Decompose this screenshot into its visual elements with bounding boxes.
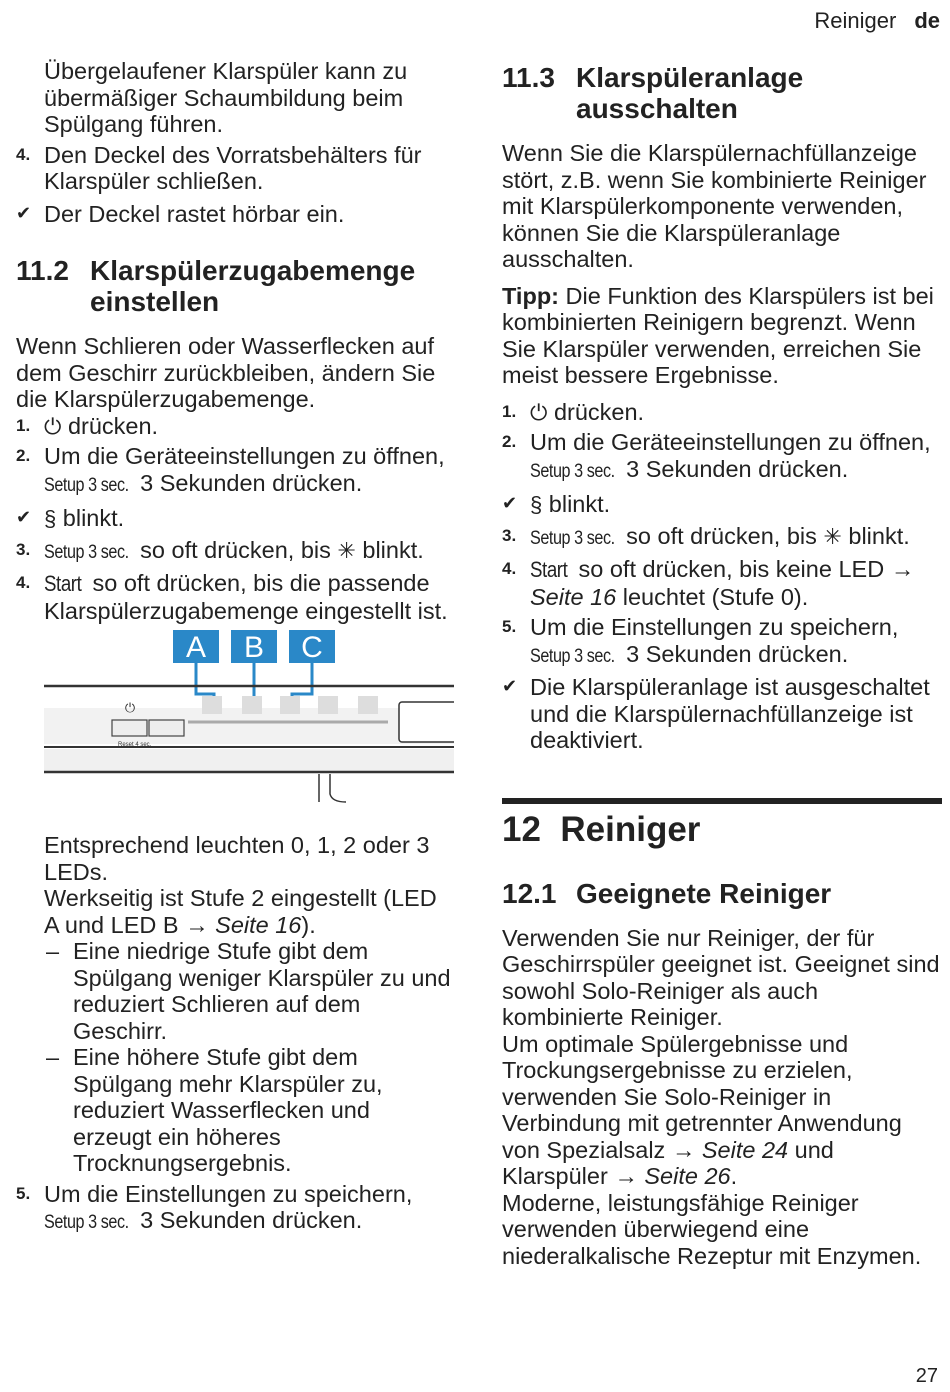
check-icon: ✔ bbox=[502, 676, 518, 696]
section-heading-11-3 bbox=[502, 62, 942, 124]
step-1 bbox=[16, 413, 454, 441]
setup-button-label: Setup 3 sec. bbox=[44, 1212, 129, 1233]
rinse-aid-icon: § bbox=[44, 506, 57, 531]
step-number: 4. bbox=[16, 144, 31, 164]
check-icon: ✔ bbox=[502, 493, 518, 513]
chapter-heading bbox=[502, 810, 942, 850]
step-text: drücken. bbox=[553, 398, 645, 425]
arrow-icon: → bbox=[185, 911, 209, 938]
step-text: 3 Sekunden drücken. bbox=[626, 640, 849, 667]
step-text: 3 Sekunden drücken. bbox=[626, 455, 849, 482]
dash-item-low bbox=[16, 938, 454, 1044]
step-number: 5. bbox=[16, 1183, 31, 1203]
chapter-number: 12 bbox=[502, 809, 541, 849]
heading-text: Klarspülerzugabemenge einstellen bbox=[90, 255, 416, 317]
control-panel-illustration bbox=[16, 630, 454, 830]
step-text: blinkt. bbox=[848, 522, 910, 549]
paragraph-text: und Klarspüler bbox=[502, 1136, 834, 1189]
check-icon: ✔ bbox=[16, 202, 32, 223]
page-reference-link[interactable]: Seite 16 bbox=[215, 911, 302, 938]
paragraph: Wenn Schlieren oder Wasserflecken auf dem Geschirr zurückbleiben, ändern Sie die Klarspülerzugabemenge. bbox=[16, 333, 436, 412]
sparkle-icon: ✳ bbox=[337, 537, 356, 563]
rinse-aid-icon: § bbox=[530, 492, 543, 517]
step-text: Um die Geräteeinstellungen zu öffnen, bbox=[530, 429, 931, 455]
arrow-icon: → bbox=[614, 1163, 638, 1189]
result-text: Der Deckel rastet hörbar ein. bbox=[44, 200, 345, 227]
step-text: so oft drücken, bis bbox=[140, 536, 331, 563]
step-text: blinkt. bbox=[362, 536, 424, 563]
factory-text-end: ). bbox=[301, 911, 316, 938]
step-number: 4. bbox=[16, 573, 31, 592]
factory-text: Werkseitig ist Stufe 2 eingestellt (LED A und LED B bbox=[44, 885, 437, 938]
result-1 bbox=[16, 201, 454, 228]
header-section: Reiniger bbox=[814, 8, 897, 33]
right-column bbox=[502, 58, 942, 1269]
paragraph-salt bbox=[502, 1031, 942, 1190]
step-text: Um die Geräteeinstellungen zu öffnen, bbox=[44, 443, 445, 469]
heading-text: Geeignete Reiniger bbox=[576, 877, 832, 909]
sparkle-icon: ✳ bbox=[823, 523, 842, 549]
heading-text: Klarspüleranlage ausschalten bbox=[576, 62, 804, 124]
paragraph-text-end: . bbox=[730, 1163, 738, 1189]
page-number: 27 bbox=[915, 1365, 938, 1387]
step-text: Den Deckel des Vorratsbehälters für Klarspüler schließen. bbox=[44, 141, 422, 194]
arrow-icon: → bbox=[890, 556, 915, 582]
tip-text: Die Funktion des Klarspülers ist bei kombinierten Reinigern begrenzt. Wenn Sie Klarspüler verwenden, erreichen Sie meist bessere Ergebnisse. bbox=[502, 282, 934, 388]
factory-setting bbox=[16, 885, 454, 938]
setup-button-label: Setup 3 sec. bbox=[530, 527, 615, 549]
section-heading-12-1 bbox=[502, 878, 942, 909]
step-5 bbox=[16, 1181, 454, 1237]
step-text: leuchtet (Stufe 0). bbox=[622, 583, 809, 610]
setup-button-label: Setup 3 sec. bbox=[44, 541, 129, 563]
arrow-icon: → bbox=[671, 1136, 696, 1163]
led-info: Entsprechend leuchten 0, 1, 2 oder 3 LEDs. bbox=[44, 832, 430, 885]
section-heading-11-2 bbox=[16, 255, 454, 317]
left-column bbox=[16, 58, 454, 1237]
step-4 bbox=[16, 142, 454, 195]
step-number: 4. bbox=[502, 559, 517, 578]
step-text: Um die Einstellungen zu speichern, bbox=[44, 1180, 413, 1207]
step-text: so oft drücken, bis die passende Klarspülerzugabemenge eingestellt ist. bbox=[44, 570, 448, 624]
check-icon: ✔ bbox=[16, 507, 32, 527]
tip-paragraph bbox=[502, 283, 942, 389]
step-text: so oft drücken, bis keine LED bbox=[578, 556, 885, 582]
heading-number: 11.2 bbox=[16, 255, 69, 286]
dash-text: Eine niedrige Stufe gibt dem Spülgang weniger Klarspüler zu und reduziert Schlieren auf dem Geschirr. bbox=[73, 938, 451, 1044]
step-text: Um die Einstellungen zu speichern, bbox=[530, 614, 899, 640]
result-text: blinkt. bbox=[62, 505, 125, 531]
chapter-title: Reiniger bbox=[560, 809, 701, 849]
step-5 bbox=[502, 614, 942, 670]
intro-text: Übergelaufener Klarspüler kann zu übermäßiger Schaumbildung beim Spülgang führen. bbox=[44, 58, 408, 137]
step-2 bbox=[502, 429, 942, 485]
step-number: 2. bbox=[502, 432, 517, 451]
dash-marker: – bbox=[46, 1044, 60, 1070]
dash-marker: – bbox=[46, 938, 60, 964]
page-reference-link[interactable]: Seite 24 bbox=[701, 1136, 789, 1163]
dash-item-high bbox=[16, 1044, 454, 1177]
step-number: 3. bbox=[16, 539, 31, 559]
setup-button-label: Setup 3 sec. bbox=[530, 645, 615, 667]
step-4 bbox=[502, 556, 942, 610]
power-icon: ⏻ bbox=[44, 413, 62, 439]
paragraph: Verwenden Sie nur Reiniger, der für Geschirrspüler geeignet ist. Geeignet sind sowohl Solo-Reiniger als auch kombinierte Reiniger. bbox=[502, 924, 940, 1030]
step-text: 3 Sekunden drücken. bbox=[140, 1207, 363, 1233]
heading-number: 11.3 bbox=[502, 62, 555, 93]
page-reference-link[interactable]: Seite 26 bbox=[644, 1163, 731, 1189]
heading-number: 12.1 bbox=[502, 877, 557, 909]
setup-button-label: Setup 3 sec. bbox=[530, 460, 615, 482]
step-2 bbox=[16, 443, 454, 499]
control-panel-diagram bbox=[16, 630, 454, 830]
label-a: A bbox=[185, 631, 207, 664]
result-text: Die Klarspüleranlage ist ausgeschaltet und die Klarspülernachfüllanzeige ist deaktiviert. bbox=[530, 674, 930, 753]
result-text: blinkt. bbox=[548, 491, 611, 517]
dash-text: Eine höhere Stufe gibt dem Spülgang mehr Klarspüler zu, reduziert Wasserflecken und erzeugt ein höheres Trocknungsergebnis. bbox=[73, 1044, 383, 1176]
reset-label: Reset 4 sec. bbox=[118, 742, 152, 748]
header-language: de bbox=[914, 8, 940, 33]
step-text: 3 Sekunden drücken. bbox=[140, 469, 363, 496]
chapter-rule bbox=[502, 798, 942, 804]
step-text: drücken. bbox=[67, 412, 159, 439]
paragraph: Moderne, leistungsfähige Reiniger verwenden überwiegend eine niederalkalische Rezeptur mit Enzymen. bbox=[502, 1189, 922, 1269]
label-c: C bbox=[301, 631, 323, 664]
paragraph: Wenn Sie die Klarspülernachfüllanzeige stört, z.B. wenn Sie kombinierte Reiniger mit Klarspülerkomponente verwenden, können Sie die Klarspüleranlage ausschalten. bbox=[502, 140, 927, 272]
step-number: 5. bbox=[502, 617, 517, 636]
step-3 bbox=[16, 537, 454, 567]
running-header bbox=[814, 8, 940, 34]
step-text: so oft drücken, bis bbox=[626, 522, 817, 549]
label-b: B bbox=[243, 631, 265, 664]
svg-text:⏻: ⏻ bbox=[124, 701, 136, 716]
step-4b bbox=[16, 570, 454, 624]
power-icon: ⏻ bbox=[530, 399, 548, 425]
step-number: 3. bbox=[502, 525, 517, 545]
start-button-label: Start bbox=[530, 557, 568, 582]
step-1 bbox=[502, 399, 942, 427]
step-number: 1. bbox=[16, 415, 31, 435]
step-number: 1. bbox=[502, 401, 517, 421]
result-2 bbox=[16, 505, 454, 533]
page-reference-link[interactable]: Seite 16 bbox=[530, 583, 617, 610]
step-3 bbox=[502, 523, 942, 553]
paragraph-text: Um optimale Spülergebnisse und Trockungsergebnisse zu erzielen, verwenden Sie Solo-Reiniger in Verbindung mit getrennter Anwendung von Spezialsalz bbox=[502, 1030, 902, 1163]
tip-label: Tipp: bbox=[502, 282, 559, 309]
step-number: 2. bbox=[16, 446, 31, 465]
start-button-label: Start bbox=[44, 571, 82, 596]
result-2 bbox=[502, 491, 942, 519]
result-final bbox=[502, 674, 942, 754]
setup-button-label: Setup 3 sec. bbox=[44, 474, 129, 496]
